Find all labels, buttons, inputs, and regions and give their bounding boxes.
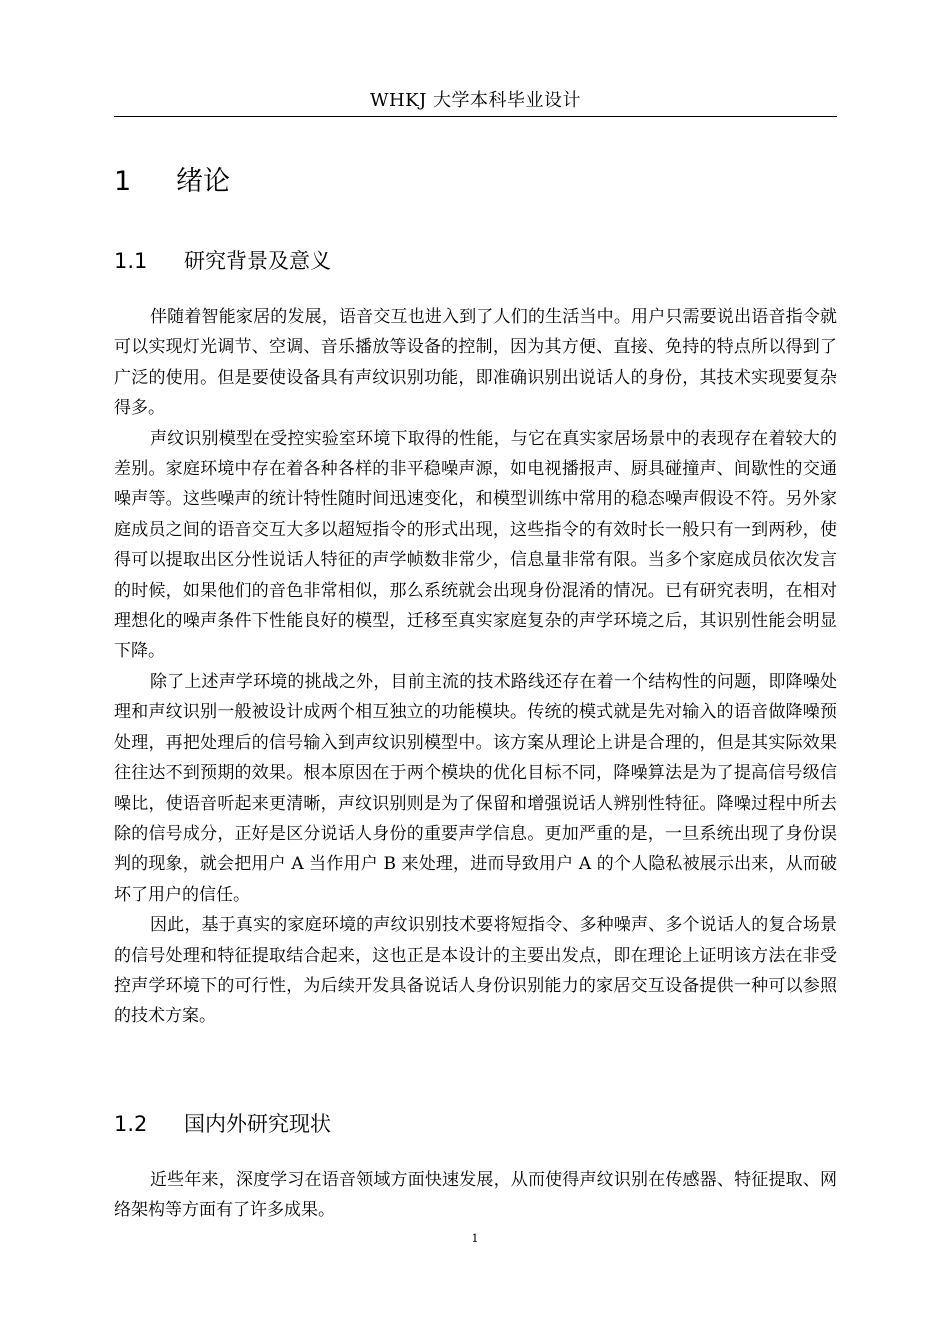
section-number: 1.1: [114, 249, 148, 273]
chapter-title: 绪论: [176, 166, 230, 197]
chapter-number: 1: [114, 166, 132, 197]
paragraph: 声纹识别模型在受控实验室环境下取得的性能，与它在真实家居场景中的表现存在着较大的差别。家庭环境中存在着各种各样的非平稳噪声源，如电视播报声、厨具碰撞声、间歇性的交通噪声等。这些噪声的统计特性随时间迅速变化，和模型训练中常用的稳态噪声假设不符。另外家庭成员之间的语音交互大多以超短指令的形式出现，这些指令的有效时长一般只有一到两秒，使得可以提取出区分性说话人特征的声学帧数非常少，信息量非常有限。当多个家庭成员依次发言的时候，如果他们的音色非常相似，那么系统就会出现身份混淆的情况。已有研究表明，在相对理想化的噪声条件下性能良好的模型，迁移至真实家庭复杂的声学环境之后，其识别性能会明显下降。: [114, 428, 837, 662]
section-heading: [114, 1108, 331, 1140]
paragraph: 除了上述声学环境的挑战之外，目前主流的技术路线还存在着一个结构性的问题，即降噪处理和声纹识别一般被设计成两个相互独立的功能模块。传统的模式就是先对输入的语音做降噪预处理，再把处理后的信号输入到声纹识别模型中。该方案从理论上讲是合理的，但是其实际效果往往达不到预期的效果。根本原因在于两个模块的优化目标不同，降噪算法是为了提高信号级信噪比，使语音听起来更清晰，声纹识别则是为了保留和增强说话人辨别性特征。降噪过程中所去除的信号成分，正好是区分说话人身份的重要声学信息。更加严重的是，一旦系统出现了身份误判的现象，就会把用户 A 当作用户 B 来处理，进而导致用户 A 的个人隐私被展示出来，从而破坏了用户的信任。: [114, 671, 837, 905]
section-title: 国内外研究现状: [184, 1112, 331, 1136]
section-body: [114, 302, 837, 1032]
running-header: WHKJ 大学本科毕业设计: [369, 90, 582, 111]
section-body: [114, 1165, 837, 1226]
section-number: 1.2: [114, 1112, 148, 1136]
paragraph: 伴随着智能家居的发展，语音交互也进入到了人们的生活当中。用户只需要说出语音指令就可以实现灯光调节、空调、音乐播放等设备的控制，因为其方便、直接、免持的特点所以得到了广泛的使用。但是要使设备具有声纹识别功能，即准确识别出说话人的身份，其技术实现要复杂得多。: [114, 307, 837, 419]
section-title: 研究背景及意义: [184, 249, 331, 273]
section-heading: [114, 245, 331, 277]
paragraph: 近些年来，深度学习在语音领域方面快速发展，从而使得声纹识别在传感器、特征提取、网络架构等方面有了许多成果。: [114, 1170, 837, 1221]
chapter-heading: [114, 162, 230, 202]
paragraph: 因此，基于真实的家庭环境的声纹识别技术要将短指令、多种噪声、多个说话人的复合场景的信号处理和特征提取结合起来，这也正是本设计的主要出发点，即在理论上证明该方法在非受控声学环境下的可行性，为后续开发具备说话人身份识别能力的家居交互设备提供一种可以参照的技术方案。: [114, 915, 837, 1027]
page-number: 1: [471, 1232, 479, 1245]
header-rule: [114, 116, 837, 117]
